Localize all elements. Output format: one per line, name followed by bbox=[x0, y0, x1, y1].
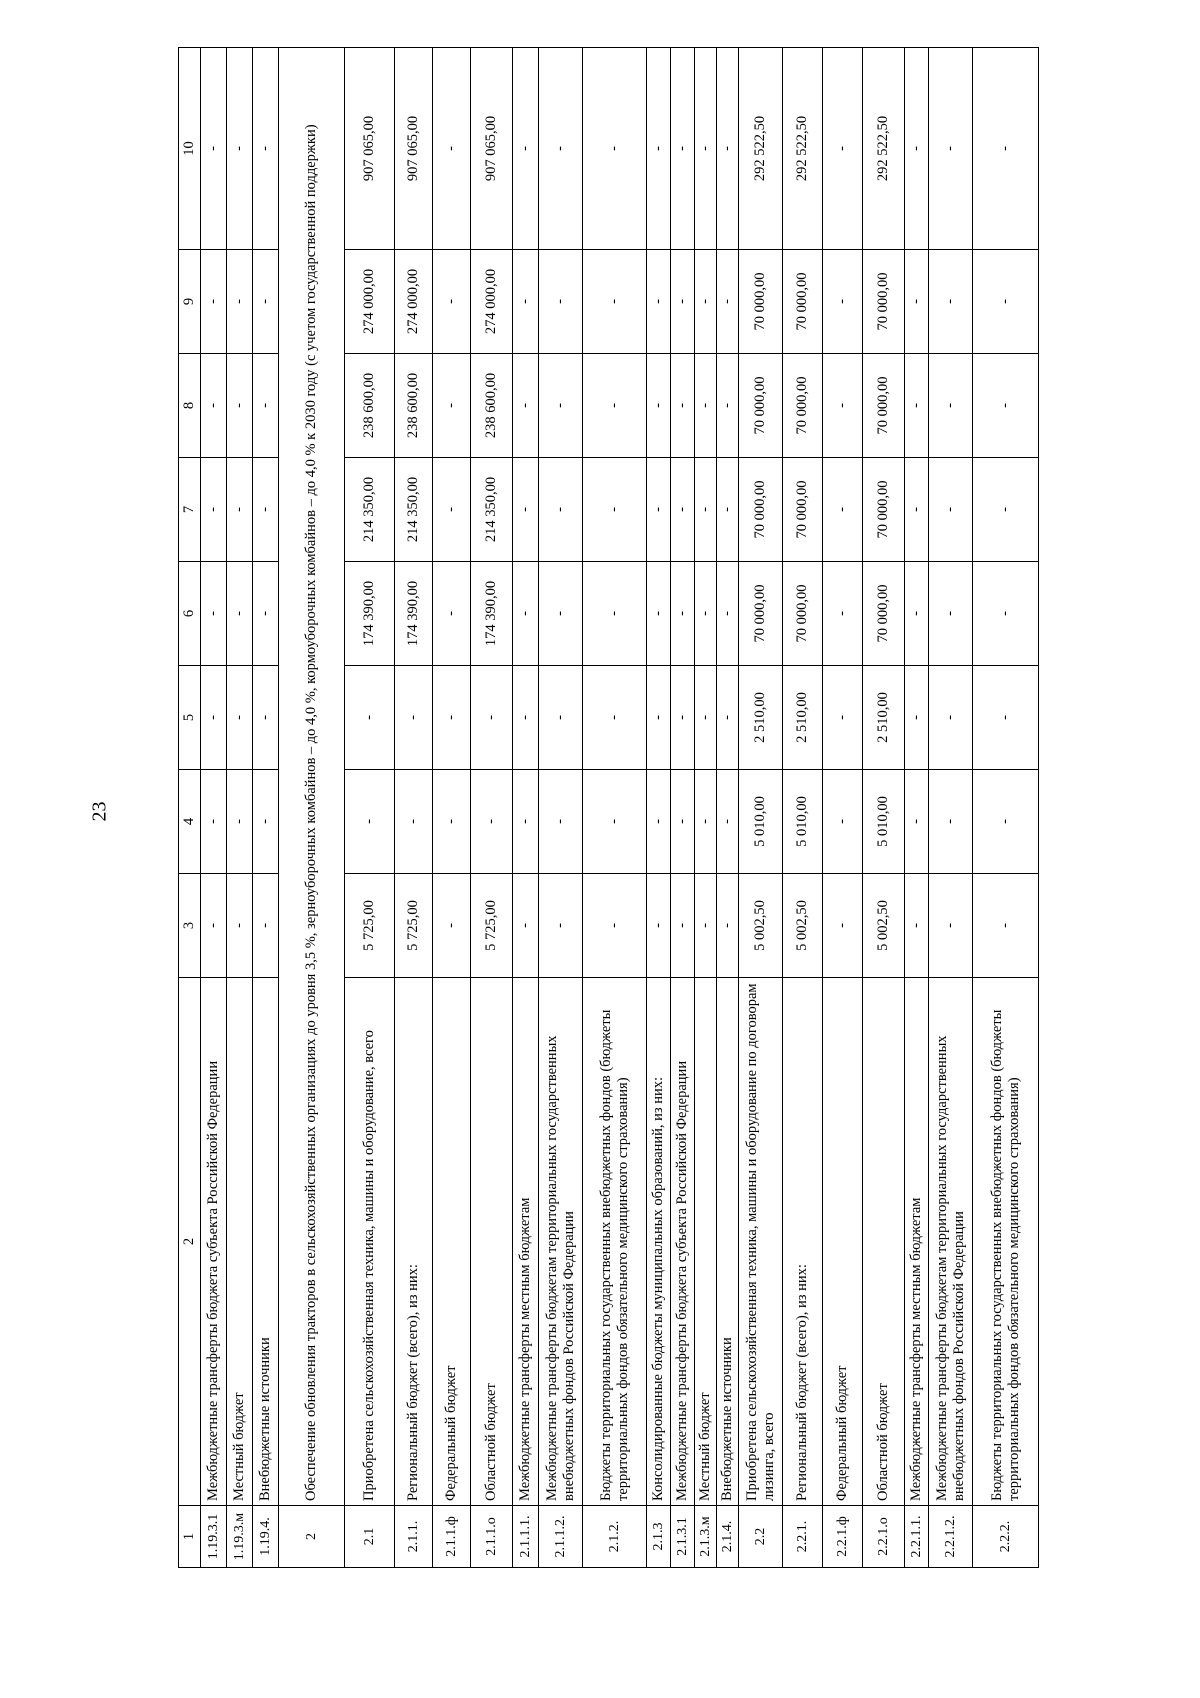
table-row bbox=[647, 48, 671, 1568]
value-cell: 292 522,50 bbox=[783, 48, 823, 250]
row-name: Межбюджетные трансферты местным бюджетам bbox=[513, 978, 539, 1506]
value-cell: - bbox=[929, 666, 973, 770]
value-cell: - bbox=[695, 458, 717, 562]
value-cell: 70 000,00 bbox=[783, 562, 823, 666]
value-cell: - bbox=[227, 666, 253, 770]
row-name: Федеральный бюджет bbox=[823, 978, 863, 1506]
header-cell: 4 bbox=[179, 770, 201, 874]
value-cell: - bbox=[717, 770, 739, 874]
value-cell: - bbox=[717, 458, 739, 562]
value-cell: - bbox=[471, 666, 513, 770]
value-cell: 70 000,00 bbox=[863, 458, 905, 562]
header-row bbox=[179, 48, 201, 1568]
table-row bbox=[539, 48, 583, 1568]
row-code: 2.1.1.ф bbox=[433, 1506, 471, 1568]
value-cell: 907 065,00 bbox=[345, 48, 395, 250]
header-cell: 9 bbox=[179, 250, 201, 354]
table-row bbox=[695, 48, 717, 1568]
value-cell: - bbox=[227, 874, 253, 978]
value-cell: - bbox=[647, 874, 671, 978]
row-code: 1.19.3.м bbox=[227, 1506, 253, 1568]
value-cell: - bbox=[395, 666, 433, 770]
value-cell: 174 390,00 bbox=[471, 562, 513, 666]
value-cell: - bbox=[695, 666, 717, 770]
value-cell: 907 065,00 bbox=[471, 48, 513, 250]
value-cell: 214 350,00 bbox=[345, 458, 395, 562]
row-name: Федеральный бюджет bbox=[433, 978, 471, 1506]
row-code: 2.1.1.2. bbox=[539, 1506, 583, 1568]
value-cell: 70 000,00 bbox=[863, 250, 905, 354]
value-cell: 238 600,00 bbox=[471, 354, 513, 458]
value-cell: - bbox=[671, 770, 695, 874]
value-cell: - bbox=[905, 458, 929, 562]
value-cell: - bbox=[539, 250, 583, 354]
value-cell: 2 510,00 bbox=[739, 666, 783, 770]
value-cell: - bbox=[539, 666, 583, 770]
value-cell: - bbox=[513, 562, 539, 666]
value-cell: - bbox=[671, 48, 695, 250]
row-name: Консолидированные бюджеты муниципальных образований, из них: bbox=[647, 978, 671, 1506]
value-cell: 907 065,00 bbox=[395, 48, 433, 250]
header-cell: 1 bbox=[179, 1506, 201, 1568]
row-code: 2.1.3.1 bbox=[671, 1506, 695, 1568]
value-cell: - bbox=[973, 354, 1039, 458]
value-cell: - bbox=[201, 770, 227, 874]
table-row bbox=[671, 48, 695, 1568]
row-code: 1.19.4. bbox=[253, 1506, 279, 1568]
value-cell: - bbox=[583, 48, 647, 250]
header-cell: 10 bbox=[179, 48, 201, 250]
value-cell: - bbox=[671, 250, 695, 354]
row-code: 2 bbox=[279, 1506, 345, 1568]
value-cell: - bbox=[201, 666, 227, 770]
value-cell: 274 000,00 bbox=[471, 250, 513, 354]
value-cell: - bbox=[695, 354, 717, 458]
value-cell: - bbox=[201, 354, 227, 458]
row-name: Местный бюджет bbox=[227, 978, 253, 1506]
table-row bbox=[739, 48, 783, 1568]
value-cell: - bbox=[647, 458, 671, 562]
table-row bbox=[201, 48, 227, 1568]
value-cell: - bbox=[905, 770, 929, 874]
value-cell: 5 725,00 bbox=[395, 874, 433, 978]
value-cell: - bbox=[513, 874, 539, 978]
value-cell: - bbox=[539, 874, 583, 978]
value-cell: - bbox=[647, 354, 671, 458]
header-cell: 5 bbox=[179, 666, 201, 770]
value-cell: - bbox=[433, 48, 471, 250]
table-row bbox=[433, 48, 471, 1568]
row-name: Областной бюджет bbox=[863, 978, 905, 1506]
row-code: 2.1.1. bbox=[395, 1506, 433, 1568]
row-name: Внебюджетные источники bbox=[717, 978, 739, 1506]
value-cell: 70 000,00 bbox=[739, 250, 783, 354]
table-row bbox=[345, 48, 395, 1568]
header-cell: 2 bbox=[179, 978, 201, 1506]
value-cell: - bbox=[539, 770, 583, 874]
value-cell: - bbox=[905, 666, 929, 770]
value-cell: - bbox=[973, 48, 1039, 250]
value-cell: 5 725,00 bbox=[345, 874, 395, 978]
row-code: 2.1.1.о bbox=[471, 1506, 513, 1568]
value-cell: - bbox=[201, 562, 227, 666]
header-cell: 6 bbox=[179, 562, 201, 666]
value-cell: - bbox=[695, 48, 717, 250]
value-cell: - bbox=[583, 354, 647, 458]
value-cell: - bbox=[717, 874, 739, 978]
value-cell: - bbox=[929, 874, 973, 978]
table-row bbox=[717, 48, 739, 1568]
value-cell: 70 000,00 bbox=[739, 562, 783, 666]
value-cell: - bbox=[973, 874, 1039, 978]
value-cell: - bbox=[253, 874, 279, 978]
row-name: Областной бюджет bbox=[471, 978, 513, 1506]
value-cell: - bbox=[253, 770, 279, 874]
value-cell: 238 600,00 bbox=[345, 354, 395, 458]
value-cell: - bbox=[647, 250, 671, 354]
value-cell: - bbox=[583, 666, 647, 770]
value-cell: - bbox=[647, 666, 671, 770]
value-cell: - bbox=[583, 562, 647, 666]
value-cell: 5 002,50 bbox=[739, 874, 783, 978]
value-cell: 174 390,00 bbox=[345, 562, 395, 666]
value-cell: - bbox=[973, 562, 1039, 666]
value-cell: - bbox=[201, 250, 227, 354]
value-cell: - bbox=[253, 250, 279, 354]
row-name: Межбюджетные трансферты бюджетам территориальных государственных внебюджетных фондов Российской Федерации bbox=[539, 978, 583, 1506]
row-code: 2.1 bbox=[345, 1506, 395, 1568]
value-cell: 292 522,50 bbox=[863, 48, 905, 250]
value-cell: - bbox=[539, 354, 583, 458]
value-cell: - bbox=[227, 770, 253, 874]
value-cell: - bbox=[345, 770, 395, 874]
row-code: 2.2.1.1. bbox=[905, 1506, 929, 1568]
value-cell: - bbox=[973, 250, 1039, 354]
value-cell: 5 002,50 bbox=[863, 874, 905, 978]
table-row bbox=[253, 48, 279, 1568]
value-cell: - bbox=[513, 770, 539, 874]
value-cell: - bbox=[583, 250, 647, 354]
value-cell: - bbox=[433, 874, 471, 978]
value-cell: - bbox=[433, 770, 471, 874]
value-cell: 214 350,00 bbox=[395, 458, 433, 562]
value-cell: - bbox=[395, 770, 433, 874]
value-cell: - bbox=[513, 250, 539, 354]
value-cell: - bbox=[823, 250, 863, 354]
row-name: Межбюджетные трансферты местным бюджетам bbox=[905, 978, 929, 1506]
value-cell: - bbox=[695, 250, 717, 354]
value-cell: - bbox=[513, 354, 539, 458]
value-cell: 292 522,50 bbox=[739, 48, 783, 250]
value-cell: - bbox=[253, 458, 279, 562]
value-cell: 70 000,00 bbox=[863, 354, 905, 458]
value-cell: - bbox=[345, 666, 395, 770]
value-cell: - bbox=[227, 562, 253, 666]
value-cell: 70 000,00 bbox=[783, 250, 823, 354]
row-name: Региональный бюджет (всего), из них: bbox=[783, 978, 823, 1506]
row-code: 2.1.3.м bbox=[695, 1506, 717, 1568]
row-code: 2.2 bbox=[739, 1506, 783, 1568]
value-cell: - bbox=[433, 458, 471, 562]
value-cell: 174 390,00 bbox=[395, 562, 433, 666]
row-name: Приобретена сельскохозяйственная техника, машины и оборудование, всего bbox=[345, 978, 395, 1506]
value-cell: 2 510,00 bbox=[863, 666, 905, 770]
table-row bbox=[905, 48, 929, 1568]
value-cell: - bbox=[823, 458, 863, 562]
table-row bbox=[395, 48, 433, 1568]
value-cell: - bbox=[905, 562, 929, 666]
value-cell: 70 000,00 bbox=[863, 562, 905, 666]
value-cell: - bbox=[695, 874, 717, 978]
value-cell: 70 000,00 bbox=[783, 354, 823, 458]
value-cell: - bbox=[583, 874, 647, 978]
value-cell: 5 002,50 bbox=[783, 874, 823, 978]
row-name: Межбюджетные трансферты бюджетам территориальных государственных внебюджетных фондов Российской Федерации bbox=[929, 978, 973, 1506]
row-name: Бюджеты территориальных государственных внебюджетных фондов (бюджеты территориальных фондов обязательного медицинского страхования) bbox=[583, 978, 647, 1506]
value-cell: - bbox=[905, 48, 929, 250]
value-cell: 274 000,00 bbox=[395, 250, 433, 354]
table-row bbox=[513, 48, 539, 1568]
row-name: Межбюджетные трансферты бюджета субъекта Российской Федерации bbox=[201, 978, 227, 1506]
header-cell: 3 bbox=[179, 874, 201, 978]
value-cell: - bbox=[671, 874, 695, 978]
value-cell: - bbox=[539, 562, 583, 666]
budget-table bbox=[178, 47, 1039, 1568]
value-cell: - bbox=[253, 666, 279, 770]
value-cell: - bbox=[433, 666, 471, 770]
value-cell: - bbox=[671, 354, 695, 458]
table-row bbox=[973, 48, 1039, 1568]
value-cell: - bbox=[671, 458, 695, 562]
row-name: Приобретена сельскохозяйственная техника, машины и оборудование по договорам лизинга, всего bbox=[739, 978, 783, 1506]
value-cell: - bbox=[539, 48, 583, 250]
row-code: 2.1.2. bbox=[583, 1506, 647, 1568]
value-cell: 5 010,00 bbox=[863, 770, 905, 874]
table-row bbox=[583, 48, 647, 1568]
value-cell: 5 010,00 bbox=[739, 770, 783, 874]
table-row bbox=[471, 48, 513, 1568]
value-cell: - bbox=[647, 48, 671, 250]
value-cell: - bbox=[929, 770, 973, 874]
value-cell: - bbox=[823, 562, 863, 666]
value-cell: - bbox=[201, 458, 227, 562]
row-code: 2.2.1.2. bbox=[929, 1506, 973, 1568]
header-cell: 7 bbox=[179, 458, 201, 562]
value-cell: - bbox=[583, 458, 647, 562]
rotated-table-wrapper bbox=[178, 48, 1020, 1568]
value-cell: 274 000,00 bbox=[345, 250, 395, 354]
value-cell: - bbox=[513, 458, 539, 562]
row-name: Внебюджетные источники bbox=[253, 978, 279, 1506]
value-cell: - bbox=[929, 354, 973, 458]
row-code: 2.1.3 bbox=[647, 1506, 671, 1568]
value-cell: - bbox=[823, 770, 863, 874]
value-cell: 2 510,00 bbox=[783, 666, 823, 770]
value-cell: 70 000,00 bbox=[739, 458, 783, 562]
value-cell: - bbox=[471, 770, 513, 874]
value-cell: - bbox=[513, 48, 539, 250]
table-row bbox=[279, 48, 345, 1568]
value-cell: - bbox=[671, 562, 695, 666]
value-cell: - bbox=[973, 458, 1039, 562]
value-cell: - bbox=[973, 770, 1039, 874]
row-name: Региональный бюджет (всего), из них: bbox=[395, 978, 433, 1506]
value-cell: 238 600,00 bbox=[395, 354, 433, 458]
value-cell: - bbox=[583, 770, 647, 874]
value-cell: - bbox=[717, 250, 739, 354]
value-cell: - bbox=[227, 354, 253, 458]
table-body bbox=[179, 48, 1039, 1568]
page-number: 23 bbox=[88, 801, 111, 822]
value-cell: - bbox=[671, 666, 695, 770]
value-cell: 5 010,00 bbox=[783, 770, 823, 874]
value-cell: - bbox=[905, 354, 929, 458]
section-heading: Обеспечение обновления тракторов в сельскохозяйственных организациях до уровня 3,5 %, зерноуборочных комбайнов – до 4,0 %, кормоуборочных комбайнов – до 4,0 % к 2030 году (с учетом государственной поддержки) bbox=[279, 48, 345, 1506]
row-code: 2.1.4. bbox=[717, 1506, 739, 1568]
value-cell: - bbox=[647, 770, 671, 874]
row-code: 2.2.2. bbox=[973, 1506, 1039, 1568]
value-cell: - bbox=[929, 250, 973, 354]
value-cell: - bbox=[433, 250, 471, 354]
value-cell: - bbox=[823, 354, 863, 458]
value-cell: - bbox=[695, 562, 717, 666]
value-cell: - bbox=[433, 354, 471, 458]
value-cell: - bbox=[823, 874, 863, 978]
row-code: 2.2.1. bbox=[783, 1506, 823, 1568]
value-cell: - bbox=[253, 48, 279, 250]
value-cell: - bbox=[929, 562, 973, 666]
value-cell: - bbox=[253, 354, 279, 458]
value-cell: - bbox=[227, 250, 253, 354]
table-row bbox=[929, 48, 973, 1568]
row-code: 2.2.1.о bbox=[863, 1506, 905, 1568]
row-name: Межбюджетные трансферты бюджета субъекта Российской Федерации bbox=[671, 978, 695, 1506]
value-cell: 70 000,00 bbox=[739, 354, 783, 458]
value-cell: - bbox=[513, 666, 539, 770]
value-cell: - bbox=[227, 458, 253, 562]
value-cell: - bbox=[201, 48, 227, 250]
value-cell: - bbox=[905, 874, 929, 978]
value-cell: - bbox=[717, 562, 739, 666]
value-cell: 214 350,00 bbox=[471, 458, 513, 562]
value-cell: - bbox=[227, 48, 253, 250]
table-row bbox=[823, 48, 863, 1568]
value-cell: - bbox=[201, 874, 227, 978]
value-cell: - bbox=[905, 250, 929, 354]
value-cell: - bbox=[253, 562, 279, 666]
row-code: 2.2.1.ф bbox=[823, 1506, 863, 1568]
row-code: 1.19.3.1 bbox=[201, 1506, 227, 1568]
value-cell: 70 000,00 bbox=[783, 458, 823, 562]
value-cell: - bbox=[717, 666, 739, 770]
value-cell: 5 725,00 bbox=[471, 874, 513, 978]
value-cell: - bbox=[717, 48, 739, 250]
value-cell: - bbox=[973, 666, 1039, 770]
value-cell: - bbox=[823, 48, 863, 250]
table-row bbox=[227, 48, 253, 1568]
value-cell: - bbox=[539, 458, 583, 562]
row-name: Бюджеты территориальных государственных внебюджетных фондов (бюджеты территориальных фондов обязательного медицинского страхования) bbox=[973, 978, 1039, 1506]
table-row bbox=[863, 48, 905, 1568]
value-cell: - bbox=[647, 562, 671, 666]
header-cell: 8 bbox=[179, 354, 201, 458]
table-row bbox=[783, 48, 823, 1568]
row-name: Местный бюджет bbox=[695, 978, 717, 1506]
row-code: 2.1.1.1. bbox=[513, 1506, 539, 1568]
value-cell: - bbox=[695, 770, 717, 874]
value-cell: - bbox=[929, 458, 973, 562]
value-cell: - bbox=[929, 48, 973, 250]
value-cell: - bbox=[823, 666, 863, 770]
value-cell: - bbox=[717, 354, 739, 458]
value-cell: - bbox=[433, 562, 471, 666]
